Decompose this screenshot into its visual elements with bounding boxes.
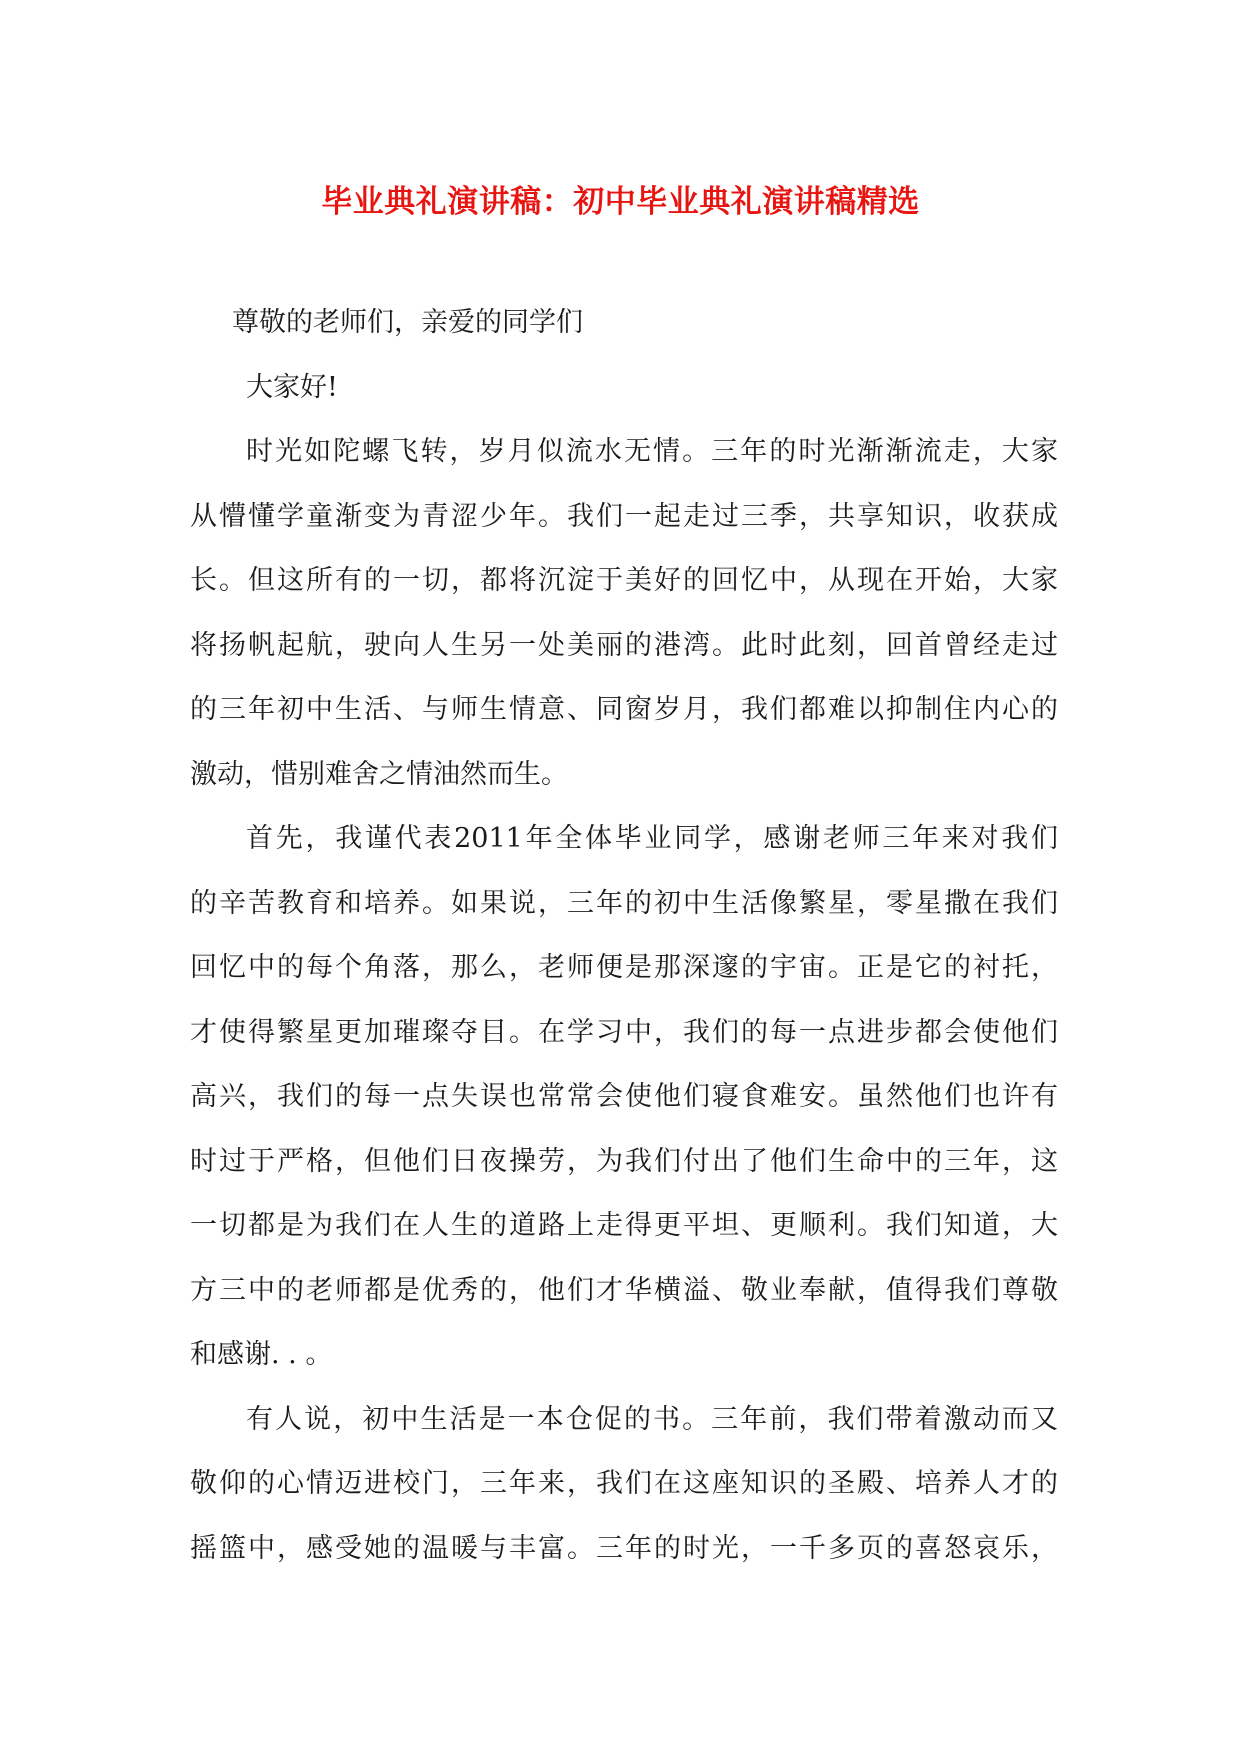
greeting: 大家好! [246,371,338,403]
paragraph-3 [190,1388,1058,1582]
paragraph-line: 回忆中的每个角落，那么，老师便是那深邃的宇宙。正是它的衬托， [190,952,1058,983]
salutation: 尊敬的老师们，亲爱的同学们 [232,307,583,338]
paragraph-line: 才使得繁星更加璀璨夺目。在学习中，我们的每一点进步都会使他们 [190,1016,1058,1048]
paragraph-line: 首先，我谨代表2011年全体毕业同学，感谢老师三年来对我们 [246,823,1058,854]
document-title: 毕业典礼演讲稿：初中毕业典礼演讲稿精选 [321,184,920,220]
paragraph-line: 时光如陀螺飞转，岁月似流水无情。三年的时光渐渐流走，大家 [246,436,1058,467]
paragraph-line: 的三年初中生活、与师生情意、同窗岁月，我们都难以抑制住内心的 [190,694,1058,725]
paragraph-line: 从懵懂学童渐变为青涩少年。我们一起走过三季，共享知识，收获成 [190,500,1058,532]
paragraph-line: 和感谢. . 。 [190,1339,333,1370]
paragraph-line: 一切都是为我们在人生的道路上走得更平坦、更顺利。我们知道，大 [190,1210,1058,1241]
paragraph-line: 方三中的老师都是优秀的，他们才华横溢、敬业奉献，值得我们尊敬 [190,1274,1058,1306]
paragraph-line: 敬仰的心情迈进校门，三年来，我们在这座知识的圣殿、培养人才的 [190,1468,1058,1499]
paragraph-1 [190,420,1058,807]
paragraph-line: 长。但这所有的一切，都将沉淀于美好的回忆中，从现在开始，大家 [190,565,1058,596]
paragraph-2 [190,807,1058,1388]
paragraph-line: 的辛苦教育和培养。如果说，三年的初中生活像繁星，零星撒在我们 [190,887,1058,919]
paragraph-line: 高兴，我们的每一点失误也常常会使他们寝食难安。虽然他们也许有 [190,1081,1058,1112]
paragraph-line: 摇篮中，感受她的温暖与丰富。三年的时光，一千多页的喜怒哀乐， [190,1532,1058,1564]
paragraph-line: 将扬帆起航，驶向人生另一处美丽的港湾。此时此刻，回首曾经走过 [190,629,1058,661]
paragraph-line: 有人说，初中生活是一本仓促的书。三年前，我们带着激动而又 [246,1403,1058,1435]
paragraph-line: 时过于严格，但他们日夜操劳，为我们付出了他们生命中的三年，这 [190,1145,1058,1177]
document-body [190,291,1058,1581]
paragraph-line: 激动，惜别难舍之情油然而生。 [190,758,568,790]
